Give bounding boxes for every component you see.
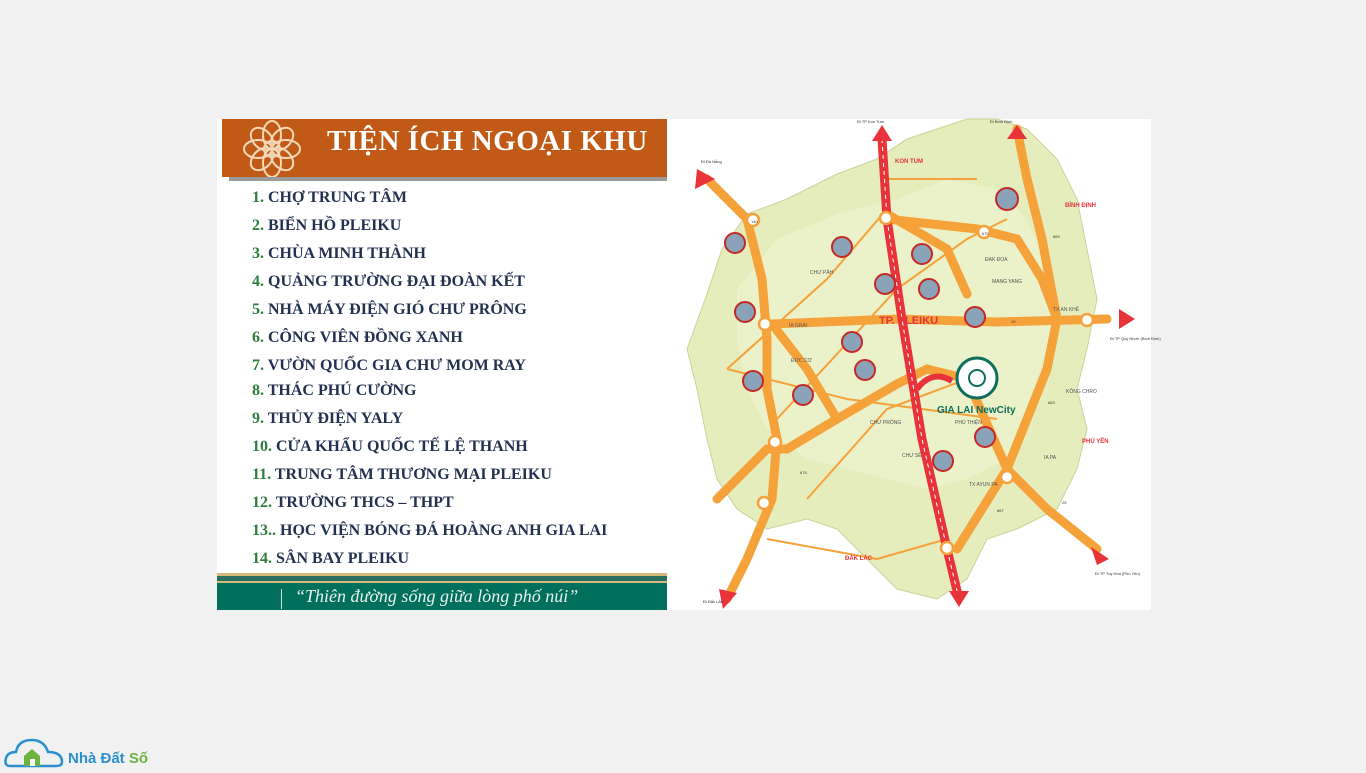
list-item: 9. THỦY ĐIỆN YALY xyxy=(252,410,404,427)
district-label: IA GRAI xyxy=(789,323,808,329)
region-label: ĐẮK LẮC xyxy=(845,556,872,562)
route-label: 25 xyxy=(1062,500,1067,505)
list-item: 5. NHÀ MÁY ĐIỆN GIÓ CHƯ PRÔNG xyxy=(252,301,527,318)
slide xyxy=(217,119,1161,610)
district-label: CHƯ SÊ xyxy=(902,453,922,459)
list-item: 4. QUẢNG TRƯỜNG ĐẠI ĐOÀN KẾT xyxy=(252,273,525,290)
tagline-bar xyxy=(217,583,667,610)
route-label: 675 xyxy=(800,470,807,475)
project-label: GIA LAI NewCity xyxy=(937,405,1016,416)
page-title: TIỆN ÍCH NGOẠI KHU xyxy=(327,125,648,157)
route-label: 669 xyxy=(1053,234,1060,239)
list-item: 8. THÁC PHÚ CƯỜNG xyxy=(252,382,417,399)
divider xyxy=(281,589,282,609)
district-label: IA PA xyxy=(1044,455,1057,461)
region-label: PHÚ YÊN xyxy=(1082,439,1109,445)
direction-label: Đi Đắk Lắk xyxy=(703,599,723,604)
direction-label: Đi TP Quy Nhơn (Bình Định) xyxy=(1110,336,1161,341)
title-underline xyxy=(229,177,667,181)
lotus-logo-icon xyxy=(236,117,308,179)
district-label: PHÚ THIỆN xyxy=(955,420,982,426)
city-label: TP. PLEIKU xyxy=(879,315,939,327)
district-label: CHƯ PĂH xyxy=(810,270,834,276)
house-cloud-icon xyxy=(4,732,66,768)
district-label: ĐỨC CƠ xyxy=(791,358,812,364)
route-label: 19 xyxy=(1011,319,1016,324)
district-label: MANG YANG xyxy=(992,279,1023,285)
brand-name: Nhà Đất Số xyxy=(68,750,149,767)
list-item: 7. VƯỜN QUỐC GIA CHƯ MOM RAY xyxy=(252,357,526,374)
district-label: ĐAK ĐOA xyxy=(985,257,1008,263)
list-item: 13.. HỌC VIỆN BÓNG ĐÁ HOÀNG ANH GIA LAI xyxy=(252,522,608,539)
title-banner xyxy=(222,119,667,177)
region-label: KON TUM xyxy=(895,159,923,165)
list-item: 2. BIỂN HỒ PLEIKU xyxy=(252,217,402,234)
district-label: TX AN KHÊ xyxy=(1053,307,1080,313)
district-label: KÔNG CHRO xyxy=(1066,389,1097,395)
list-item: 12. TRƯỜNG THCS – THPT xyxy=(252,494,454,511)
route-label: 670 xyxy=(982,231,989,236)
list-item: 14. SÂN BAY PLEIKU xyxy=(252,550,410,567)
direction-label: Đi TP Tuy Hòa (Phú Yên) xyxy=(1095,571,1140,576)
list-item: 3. CHÙA MINH THÀNH xyxy=(252,245,426,262)
list-item: 1. CHỢ TRUNG TÂM xyxy=(252,189,407,206)
direction-label: Đi Đà Nẵng xyxy=(701,159,722,164)
direction-label: Đi TP Kon Tum xyxy=(857,119,884,124)
district-label: CHƯ PRÔNG xyxy=(870,420,902,426)
region-label: BÌNH ĐỊNH xyxy=(1065,203,1096,209)
list-item: 10. CỬA KHẨU QUỐC TẾ LỆ THANH xyxy=(252,438,528,455)
route-label: 663 xyxy=(1048,400,1055,405)
district-label: TX AYUN PA xyxy=(969,482,998,488)
brand-logo xyxy=(4,732,164,768)
list-item: 6. CÔNG VIÊN ĐỒNG XANH xyxy=(252,329,463,346)
region-map xyxy=(667,119,1161,610)
route-label: 140 xyxy=(751,219,758,224)
direction-label: Đi Bình Định xyxy=(990,119,1013,124)
list-item: 11. TRUNG TÂM THƯƠNG MẠI PLEIKU xyxy=(252,466,552,483)
route-label: 667 xyxy=(997,508,1004,513)
tagline: “Thiên đường sống giữa lòng phố núi” xyxy=(295,586,579,606)
